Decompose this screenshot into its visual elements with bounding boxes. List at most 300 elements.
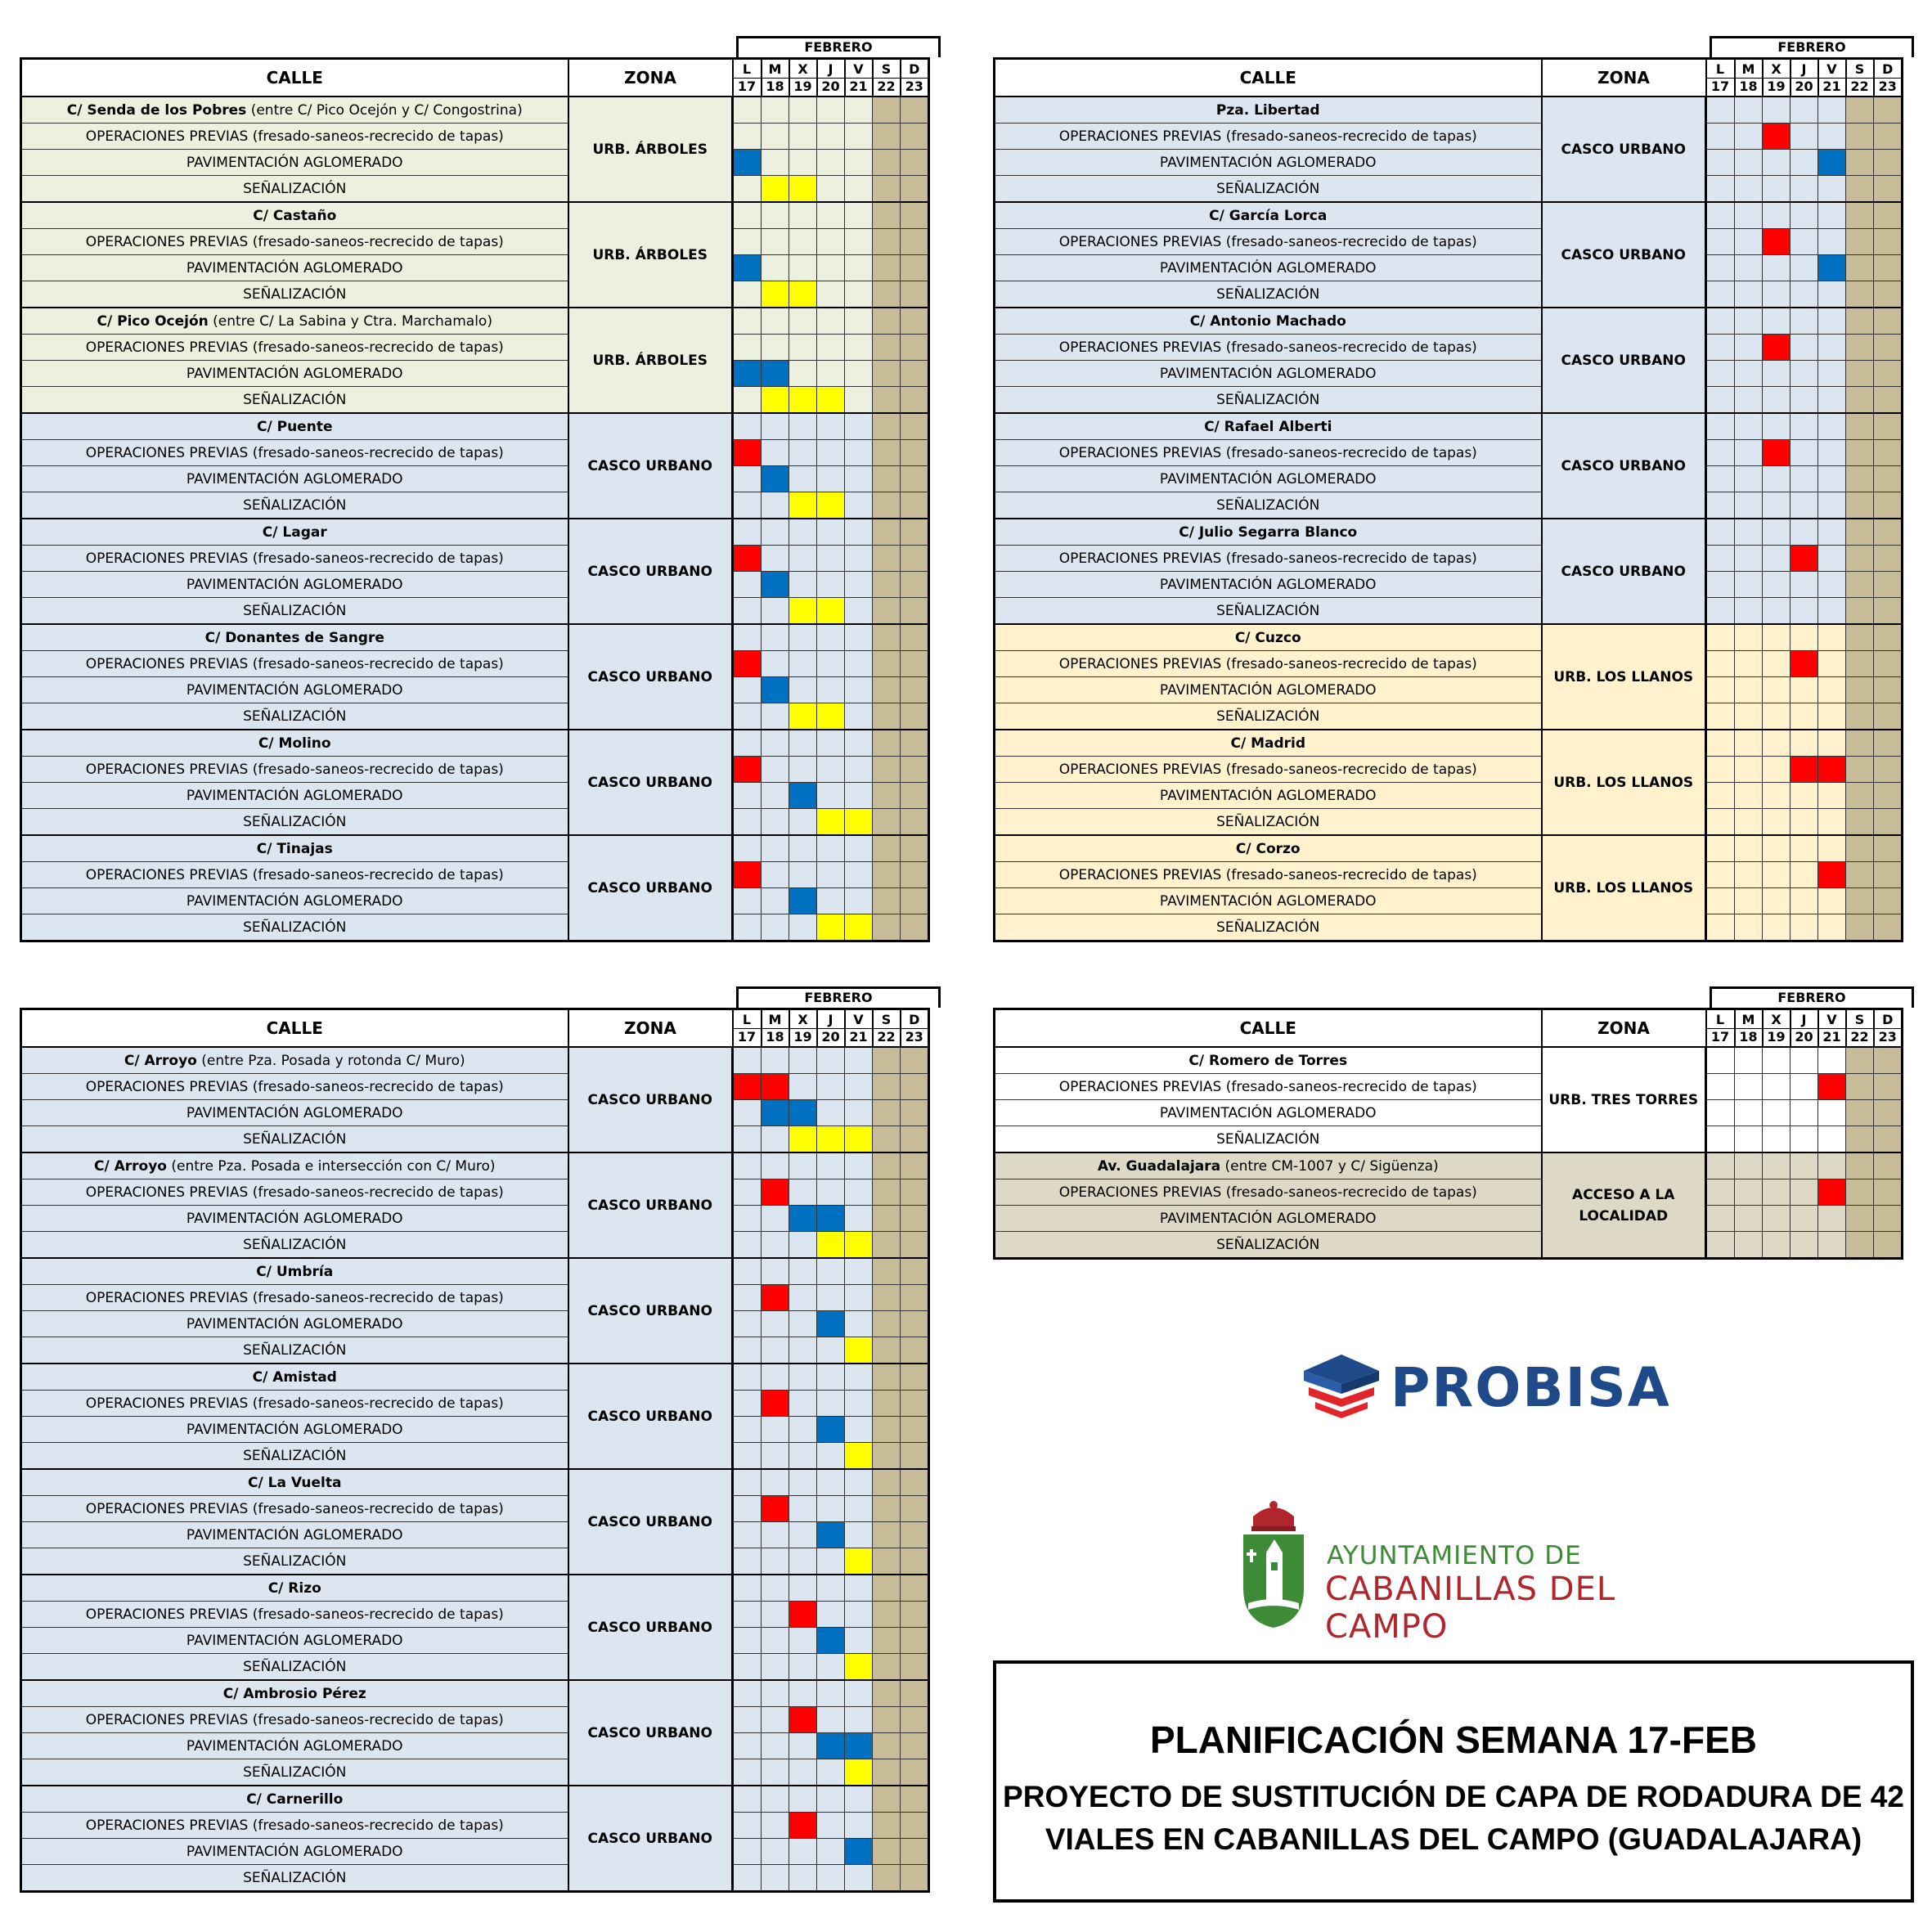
task-row: [21, 1522, 929, 1548]
day-cell: [789, 1707, 817, 1733]
street-name: [995, 1152, 1542, 1179]
zone-cell: CASCO URBANO: [568, 624, 733, 730]
day-cell: [817, 1628, 845, 1654]
street-row: [21, 97, 929, 124]
day-cell: [873, 1152, 901, 1179]
street-name-main: C/ Puente: [257, 418, 333, 435]
day-cell: [733, 1548, 762, 1575]
task-row: [21, 1311, 929, 1337]
day-cell: [762, 1654, 789, 1681]
task-label: SEÑALIZACIÓN: [21, 1548, 568, 1575]
day-cell: [733, 387, 762, 414]
day-cell: [1735, 572, 1763, 598]
day-cell: [1874, 150, 1903, 176]
task-label: PAVIMENTACIÓN AGLOMERADO: [21, 466, 568, 492]
task-label: OPERACIONES PREVIAS (fresado-saneos-recrecido de tapas): [21, 757, 568, 783]
day-cell: [817, 97, 845, 124]
task-label: OPERACIONES PREVIAS (fresado-saneos-recrecido de tapas): [995, 546, 1542, 572]
day-cell: [901, 361, 929, 387]
day-cell: [789, 1179, 817, 1206]
day-cell: [873, 1047, 901, 1074]
day-cell: [817, 361, 845, 387]
day-cell: [845, 466, 873, 492]
day-cell: [789, 1337, 817, 1364]
day-cell: [1763, 1179, 1790, 1206]
task-label: PAVIMENTACIÓN AGLOMERADO: [995, 888, 1542, 914]
day-cell: [1874, 598, 1903, 625]
day-cell: [873, 835, 901, 862]
day-cell: [873, 888, 901, 914]
task-label: SEÑALIZACIÓN: [995, 176, 1542, 203]
task-row: [995, 914, 1903, 941]
day-cell: [1763, 466, 1790, 492]
day-cell: [845, 1152, 873, 1179]
day-cell: [1790, 1152, 1818, 1179]
zone-cell: CASCO URBANO: [568, 1469, 733, 1575]
zone-cell: CASCO URBANO: [568, 413, 733, 519]
day-number: 19: [793, 1028, 812, 1045]
street-row: [21, 1575, 929, 1602]
day-cell: [1818, 783, 1846, 809]
day-cell: [733, 1628, 762, 1654]
street-row: [21, 1047, 929, 1074]
task-label: PAVIMENTACIÓN AGLOMERADO: [995, 783, 1542, 809]
day-cell: [789, 1047, 817, 1074]
day-cell: [1846, 1100, 1874, 1126]
day-cell: [1763, 229, 1790, 255]
day-cell: [873, 1548, 901, 1575]
day-cell: [873, 1522, 901, 1548]
day-letter: M: [1736, 61, 1762, 79]
day-cell: [1763, 572, 1790, 598]
day-cell: [1846, 546, 1874, 572]
day-cell: [789, 202, 817, 229]
street-name: [21, 730, 568, 757]
task-row: [995, 572, 1903, 598]
task-label: OPERACIONES PREVIAS (fresado-saneos-recrecido de tapas): [21, 1074, 568, 1100]
task-row: [21, 1391, 929, 1417]
day-cell: [733, 1680, 762, 1707]
street-name: [21, 519, 568, 546]
day-cell: [733, 1654, 762, 1681]
day-header: [789, 59, 817, 97]
task-row: [21, 1496, 929, 1522]
day-cell: [762, 1496, 789, 1522]
day-cell: [789, 677, 817, 703]
street-name-main: C/ Tinajas: [256, 840, 333, 857]
day-number: 22: [877, 1028, 896, 1045]
day-cell: [873, 783, 901, 809]
task-label: OPERACIONES PREVIAS (fresado-saneos-recrecido de tapas): [995, 862, 1542, 888]
day-letter: S: [1847, 61, 1873, 79]
day-cell: [817, 1786, 845, 1813]
task-row: [995, 466, 1903, 492]
day-cell: [1818, 1206, 1846, 1232]
day-cell: [1790, 124, 1818, 150]
day-cell: [1874, 1232, 1903, 1259]
day-cell: [845, 1469, 873, 1496]
day-cell: [1763, 809, 1790, 836]
day-cell: [901, 1100, 929, 1126]
day-cell: [1735, 413, 1763, 440]
day-cell: [845, 1839, 873, 1865]
day-cell: [1706, 492, 1735, 519]
day-cell: [845, 914, 873, 941]
day-letter: D: [1875, 61, 1902, 79]
task-label: OPERACIONES PREVIAS (fresado-saneos-recrecido de tapas): [21, 1602, 568, 1628]
day-cell: [789, 1152, 817, 1179]
day-cell: [845, 1865, 873, 1892]
day-header: [762, 59, 789, 97]
task-label: SEÑALIZACIÓN: [995, 703, 1542, 730]
day-cell: [789, 492, 817, 519]
street-row: [21, 1680, 929, 1707]
day-cell: [1735, 677, 1763, 703]
street-row: [21, 624, 929, 651]
street-name-detail: (entre C/ Pico Ocejón y C/ Congostrina): [246, 101, 523, 119]
task-label: PAVIMENTACIÓN AGLOMERADO: [995, 1100, 1542, 1126]
day-cell: [1818, 492, 1846, 519]
day-cell: [762, 1839, 789, 1865]
street-name: [995, 413, 1542, 440]
month-header: FEBRERO: [736, 986, 941, 1008]
street-row: [21, 1469, 929, 1496]
day-cell: [1846, 835, 1874, 862]
task-label: SEÑALIZACIÓN: [995, 387, 1542, 414]
day-cell: [1846, 492, 1874, 519]
street-name-main: C/ Umbría: [256, 1263, 334, 1280]
day-cell: [873, 519, 901, 546]
day-cell: [789, 730, 817, 757]
day-cell: [901, 1813, 929, 1839]
day-cell: [1790, 730, 1818, 757]
day-cell: [845, 572, 873, 598]
day-cell: [1706, 387, 1735, 414]
day-cell: [733, 492, 762, 519]
day-cell: [873, 1707, 901, 1733]
day-cell: [873, 1575, 901, 1602]
day-cell: [873, 546, 901, 572]
day-cell: [1763, 546, 1790, 572]
day-cell: [1846, 413, 1874, 440]
day-header: [1735, 1009, 1763, 1048]
day-cell: [1706, 202, 1735, 229]
task-label: OPERACIONES PREVIAS (fresado-saneos-recrecido de tapas): [995, 1074, 1542, 1100]
day-cell: [1763, 361, 1790, 387]
task-row: [21, 572, 929, 598]
day-cell: [845, 1733, 873, 1759]
day-cell: [1763, 202, 1790, 229]
day-letter: L: [1707, 61, 1734, 79]
day-cell: [1790, 202, 1818, 229]
day-cell: [1735, 1100, 1763, 1126]
day-cell: [845, 1126, 873, 1153]
task-row: [21, 150, 929, 176]
day-cell: [762, 1813, 789, 1839]
task-label: PAVIMENTACIÓN AGLOMERADO: [21, 677, 568, 703]
day-cell: [845, 1575, 873, 1602]
street-name: [21, 308, 568, 335]
day-cell: [733, 1391, 762, 1417]
day-cell: [1706, 783, 1735, 809]
task-row: [21, 335, 929, 361]
day-cell: [1763, 519, 1790, 546]
day-cell: [1735, 176, 1763, 203]
day-cell: [1790, 335, 1818, 361]
day-cell: [1846, 914, 1874, 941]
day-cell: [845, 124, 873, 150]
day-cell: [817, 1813, 845, 1839]
day-cell: [1846, 888, 1874, 914]
street-name-main: C/ Molino: [258, 735, 331, 752]
street-row: [21, 202, 929, 229]
day-cell: [845, 757, 873, 783]
day-cell: [901, 229, 929, 255]
day-cell: [1874, 1047, 1903, 1074]
day-cell: [789, 255, 817, 281]
day-number: 21: [1822, 78, 1841, 94]
day-cell: [1818, 413, 1846, 440]
day-cell: [845, 1417, 873, 1443]
day-cell: [1763, 651, 1790, 677]
day-cell: [817, 1548, 845, 1575]
day-cell: [762, 1047, 789, 1074]
task-row: [995, 1206, 1903, 1232]
day-cell: [789, 546, 817, 572]
day-letter: V: [1819, 61, 1845, 79]
day-cell: [873, 1417, 901, 1443]
day-cell: [873, 1865, 901, 1892]
day-cell: [1818, 598, 1846, 625]
street-row: [21, 413, 929, 440]
day-cell: [817, 519, 845, 546]
day-cell: [1763, 888, 1790, 914]
day-cell: [901, 308, 929, 335]
day-letter: X: [790, 61, 816, 79]
day-cell: [1874, 1152, 1903, 1179]
day-cell: [845, 835, 873, 862]
day-cell: [1735, 229, 1763, 255]
day-cell: [845, 361, 873, 387]
task-row: [995, 888, 1903, 914]
day-cell: [901, 1548, 929, 1575]
day-cell: [733, 1839, 762, 1865]
task-label: PAVIMENTACIÓN AGLOMERADO: [21, 1839, 568, 1865]
day-cell: [901, 1206, 929, 1232]
day-cell: [1735, 361, 1763, 387]
day-cell: [845, 1522, 873, 1548]
day-number: 19: [1767, 1028, 1786, 1045]
day-cell: [1874, 546, 1903, 572]
task-label: SEÑALIZACIÓN: [995, 914, 1542, 941]
day-cell: [1763, 835, 1790, 862]
day-cell: [733, 1126, 762, 1153]
street-name-main: C/ Pico Ocejón: [97, 312, 209, 330]
day-cell: [817, 1311, 845, 1337]
day-cell: [789, 783, 817, 809]
day-letter: M: [1736, 1012, 1762, 1029]
task-label: OPERACIONES PREVIAS (fresado-saneos-recrecido de tapas): [21, 1496, 568, 1522]
project-title-line2: VIALES EN CABANILLAS DEL CAMPO (GUADALAJARA): [1045, 1822, 1862, 1856]
day-cell: [901, 255, 929, 281]
day-header: [1874, 59, 1903, 97]
day-cell: [1706, 519, 1735, 546]
day-cell: [1846, 598, 1874, 625]
street-name-main: C/ Romero de Torres: [1188, 1052, 1348, 1069]
day-cell: [762, 1258, 789, 1285]
day-header: [1706, 59, 1735, 97]
zone-cell: URB. ÁRBOLES: [568, 97, 733, 202]
task-row: [21, 1707, 929, 1733]
day-cell: [789, 651, 817, 677]
street-name-main: C/ La Vuelta: [248, 1474, 342, 1491]
day-header: [901, 59, 929, 97]
day-cell: [1763, 1100, 1790, 1126]
day-header: [1846, 1009, 1874, 1048]
street-name: [995, 835, 1542, 862]
day-cell: [733, 862, 762, 888]
day-cell: [1874, 1074, 1903, 1100]
day-cell: [762, 202, 789, 229]
day-cell: [733, 783, 762, 809]
street-row: [995, 1152, 1903, 1179]
day-cell: [789, 361, 817, 387]
day-cell: [1790, 809, 1818, 836]
day-letter: J: [1791, 61, 1817, 79]
day-cell: [1735, 466, 1763, 492]
day-cell: [1790, 677, 1818, 703]
zone-cell: ACCESO A LA LOCALIDAD: [1542, 1152, 1706, 1259]
day-cell: [1706, 335, 1735, 361]
day-cell: [901, 335, 929, 361]
day-header: [1790, 1009, 1818, 1048]
task-row: [21, 1813, 929, 1839]
day-cell: [901, 862, 929, 888]
day-cell: [762, 1575, 789, 1602]
day-cell: [901, 546, 929, 572]
task-label: OPERACIONES PREVIAS (fresado-saneos-recrecido de tapas): [21, 440, 568, 466]
day-cell: [789, 624, 817, 651]
day-cell: [762, 1126, 789, 1153]
day-cell: [1846, 308, 1874, 335]
day-cell: [1763, 1047, 1790, 1074]
day-cell: [733, 624, 762, 651]
day-cell: [733, 176, 762, 203]
day-header: [1818, 59, 1846, 97]
day-cell: [1874, 862, 1903, 888]
day-header: [817, 59, 845, 97]
day-cell: [1846, 229, 1874, 255]
day-cell: [1735, 1152, 1763, 1179]
task-label: PAVIMENTACIÓN AGLOMERADO: [21, 150, 568, 176]
task-row: [21, 651, 929, 677]
day-cell: [1818, 757, 1846, 783]
month-header: FEBRERO: [1710, 36, 1914, 57]
day-cell: [1763, 1074, 1790, 1100]
task-row: [21, 1548, 929, 1575]
day-cell: [901, 1575, 929, 1602]
day-cell: [762, 1179, 789, 1206]
day-cell: [762, 835, 789, 862]
task-label: PAVIMENTACIÓN AGLOMERADO: [21, 255, 568, 281]
day-cell: [1706, 835, 1735, 862]
day-cell: [817, 1733, 845, 1759]
day-cell: [762, 1602, 789, 1628]
day-cell: [1706, 150, 1735, 176]
day-cell: [1706, 281, 1735, 308]
day-cell: [817, 1496, 845, 1522]
day-number: 19: [793, 78, 812, 94]
day-cell: [873, 1232, 901, 1259]
day-cell: [762, 1786, 789, 1813]
day-cell: [733, 598, 762, 625]
day-cell: [762, 492, 789, 519]
day-cell: [762, 1391, 789, 1417]
day-cell: [1874, 703, 1903, 730]
day-cell: [901, 624, 929, 651]
task-label: OPERACIONES PREVIAS (fresado-saneos-recrecido de tapas): [21, 1391, 568, 1417]
day-cell: [873, 1337, 901, 1364]
day-cell: [873, 572, 901, 598]
day-cell: [1735, 150, 1763, 176]
street-name: [995, 519, 1542, 546]
day-cell: [1790, 150, 1818, 176]
street-name: [21, 1047, 568, 1074]
day-cell: [817, 703, 845, 730]
day-cell: [1735, 809, 1763, 836]
task-row: [995, 492, 1903, 519]
zone-cell: CASCO URBANO: [568, 1152, 733, 1258]
task-label: PAVIMENTACIÓN AGLOMERADO: [21, 1417, 568, 1443]
street-name-detail: (entre Pza. Posada e intersección con C/ Muro): [166, 1157, 496, 1175]
task-label: SEÑALIZACIÓN: [995, 598, 1542, 625]
day-cell: [1818, 176, 1846, 203]
day-cell: [1846, 651, 1874, 677]
task-row: [995, 150, 1903, 176]
day-cell: [901, 1391, 929, 1417]
day-cell: [873, 1258, 901, 1285]
task-label: OPERACIONES PREVIAS (fresado-saneos-recrecido de tapas): [21, 546, 568, 572]
day-cell: [873, 387, 901, 414]
day-cell: [901, 1417, 929, 1443]
day-cell: [901, 1839, 929, 1865]
task-row: [21, 1417, 929, 1443]
day-cell: [1735, 519, 1763, 546]
day-cell: [1790, 1047, 1818, 1074]
day-cell: [1818, 809, 1846, 836]
day-cell: [1706, 809, 1735, 836]
day-cell: [762, 624, 789, 651]
day-cell: [1706, 361, 1735, 387]
day-cell: [901, 1759, 929, 1786]
day-cell: [762, 361, 789, 387]
day-cell: [1818, 677, 1846, 703]
day-cell: [1735, 651, 1763, 677]
street-row: [21, 1258, 929, 1285]
day-cell: [789, 176, 817, 203]
task-row: [21, 862, 929, 888]
day-cell: [817, 466, 845, 492]
day-cell: [817, 308, 845, 335]
zone-cell: URB. ÁRBOLES: [568, 202, 733, 308]
day-cell: [817, 1469, 845, 1496]
day-cell: [1874, 835, 1903, 862]
day-cell: [873, 124, 901, 150]
day-cell: [789, 1206, 817, 1232]
day-cell: [762, 914, 789, 941]
day-cell: [873, 1311, 901, 1337]
day-cell: [1706, 757, 1735, 783]
